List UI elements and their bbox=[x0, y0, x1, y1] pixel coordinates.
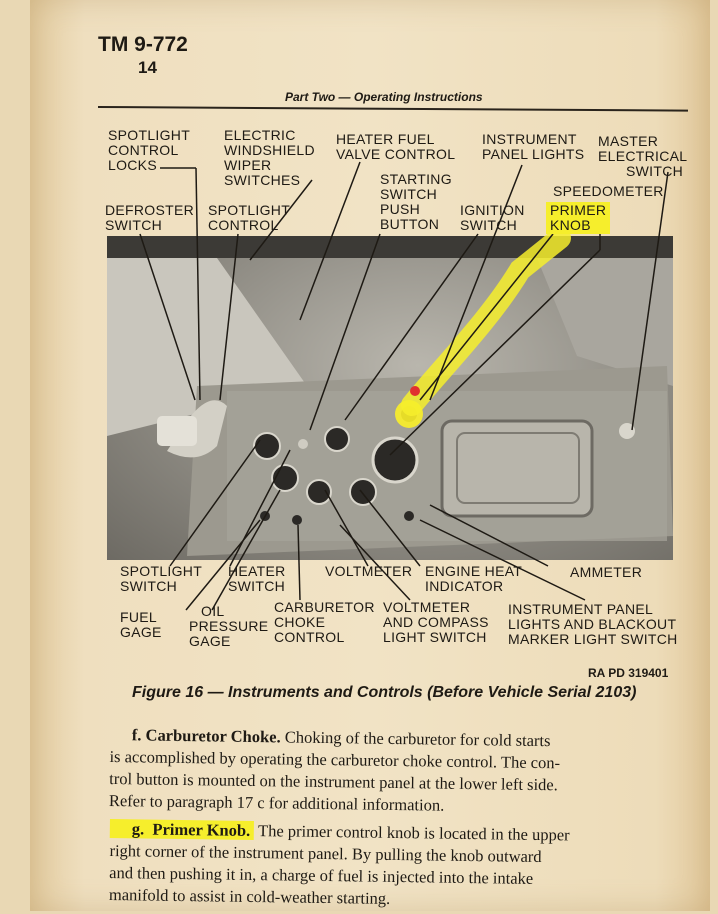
label-voltmeter: VOLTMETER bbox=[325, 563, 413, 579]
label-instrument-panel-blackout-switch: INSTRUMENT PANEL LIGHTS AND BLACKOUT MARKER LIGHT SWITCH bbox=[508, 601, 678, 647]
label-speedometer: SPEEDOMETER bbox=[553, 183, 664, 199]
paragraph-carburetor-choke: f. Carburetor Choke. Choking of the carburetor for cold starts is accomplished by operating the carburetor choke control. The con- trol button is mounted on the instrument panel at the lower left side. Refer to paragraph 17 c for additional information. bbox=[108, 725, 561, 815]
label-oil-pressure-gage: OIL PRESSURE GAGE bbox=[189, 603, 269, 649]
para-f-title: Carburetor Choke. bbox=[145, 725, 281, 747]
annotation-dot bbox=[410, 386, 420, 396]
running-title: Part Two — Operating Instructions bbox=[285, 90, 483, 104]
label-primer-knob: PRIMER KNOB bbox=[546, 202, 610, 234]
para-f-letter: f. bbox=[131, 725, 142, 745]
label-spotlight-control-locks: SPOTLIGHT CONTROL LOCKS bbox=[108, 127, 191, 173]
label-heater-switch: HEATER SWITCH bbox=[228, 563, 286, 594]
label-engine-heat-indicator: ENGINE HEAT INDICATOR bbox=[425, 563, 523, 594]
label-carburetor-choke-control: CARBURETOR CHOKE CONTROL bbox=[274, 599, 375, 645]
label-windshield-wiper-switches: ELECTRIC WINDSHIELD WIPER SWITCHES bbox=[224, 127, 315, 188]
label-voltmeter-compass-light-switch: VOLTMETER AND COMPASS LIGHT SWITCH bbox=[383, 599, 489, 645]
label-ignition-switch: IGNITION SWITCH bbox=[460, 202, 525, 233]
page-number: 14 bbox=[138, 58, 157, 77]
figure-caption: Figure 16 — Instruments and Controls (Before Vehicle Serial 2103) bbox=[132, 684, 637, 701]
label-instrument-panel-lights: INSTRUMENT PANEL LIGHTS bbox=[482, 131, 585, 162]
label-ammeter: AMMETER bbox=[570, 564, 643, 580]
para-g-heading-highlight: g. Primer Knob. bbox=[110, 819, 255, 840]
label-starting-switch-push-button: STARTING SWITCH PUSH BUTTON bbox=[380, 171, 452, 232]
label-defroster-switch: DEFROSTER SWITCH bbox=[105, 202, 195, 233]
label-master-electrical-switch: MASTER ELECTRICAL SWITCH bbox=[598, 133, 688, 179]
label-spotlight-control: SPOTLIGHT CONTROL bbox=[208, 202, 291, 233]
label-heater-fuel-valve-control: HEATER FUEL VALVE CONTROL bbox=[336, 131, 456, 162]
label-fuel-gage: FUEL GAGE bbox=[120, 609, 162, 640]
tm-number: TM 9-772 bbox=[98, 33, 188, 56]
figure-ra-pd: RA PD 319401 bbox=[588, 666, 669, 680]
label-spotlight-switch: SPOTLIGHT SWITCH bbox=[120, 563, 203, 594]
paragraph-primer-knob: g. Primer Knob. The primer control knob is located in the upper right corner of the instrument panel. By pulling the knob outward and then pushing it in, a charge of fuel is injected into the intake manifold to assist in cold-weather starting. bbox=[108, 819, 570, 908]
